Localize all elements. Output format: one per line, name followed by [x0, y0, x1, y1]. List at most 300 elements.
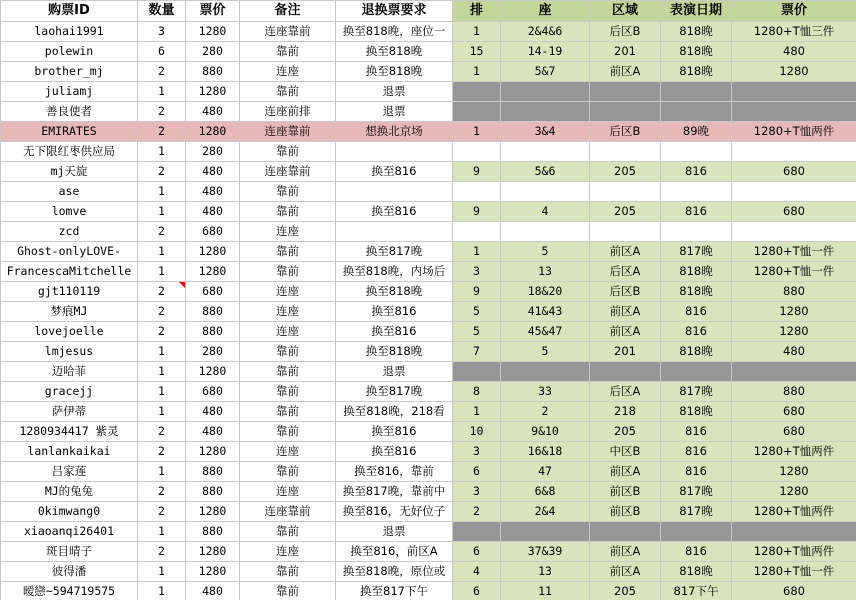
cell-note[interactable]: 连座 — [240, 442, 336, 462]
cell-note[interactable]: 连座靠前 — [240, 22, 336, 42]
cell-quantity[interactable]: 1 — [138, 202, 186, 222]
cell-ticket-price[interactable]: 1280+T恤一件 — [732, 242, 856, 262]
cell-area[interactable] — [590, 82, 661, 102]
cell-request[interactable]: 换至816，靠前 — [336, 462, 453, 482]
cell-row[interactable]: 4 — [453, 562, 501, 582]
cell-area[interactable]: 前区A — [590, 242, 661, 262]
cell-note[interactable]: 连座 — [240, 302, 336, 322]
cell-price[interactable]: 880 — [186, 62, 240, 82]
cell-request[interactable] — [336, 222, 453, 242]
cell-quantity[interactable]: 1 — [138, 342, 186, 362]
cell-row[interactable]: 9 — [453, 202, 501, 222]
cell-price[interactable]: 480 — [186, 102, 240, 122]
cell-row[interactable]: 9 — [453, 162, 501, 182]
cell-buyer-id[interactable]: MJ的兔兔 — [1, 482, 138, 502]
cell-ticket-price[interactable]: 1280 — [732, 322, 856, 342]
cell-buyer-id[interactable]: lovejoelle — [1, 322, 138, 342]
cell-ticket-price[interactable] — [732, 362, 856, 382]
cell-area[interactable]: 后区B — [590, 122, 661, 142]
cell-note[interactable]: 靠前 — [240, 142, 336, 162]
cell-ticket-price[interactable]: 680 — [732, 162, 856, 182]
cell-area[interactable]: 前区A — [590, 542, 661, 562]
cell-ticket-price[interactable]: 1280 — [732, 482, 856, 502]
cell-ticket-price[interactable] — [732, 222, 856, 242]
cell-row[interactable]: 1 — [453, 122, 501, 142]
cell-note[interactable]: 连座 — [240, 282, 336, 302]
cell-quantity[interactable]: 2 — [138, 282, 186, 302]
cell-area[interactable]: 后区A — [590, 382, 661, 402]
cell-row[interactable]: 3 — [453, 262, 501, 282]
cell-date[interactable]: 818晚 — [661, 402, 732, 422]
cell-area[interactable]: 205 — [590, 582, 661, 600]
cell-price[interactable]: 1280 — [186, 22, 240, 42]
cell-ticket-price[interactable]: 1280 — [732, 462, 856, 482]
cell-date[interactable]: 816 — [661, 542, 732, 562]
cell-buyer-id[interactable]: lmjesus — [1, 342, 138, 362]
cell-row[interactable] — [453, 102, 501, 122]
cell-date[interactable]: 818晚 — [661, 62, 732, 82]
cell-date[interactable] — [661, 362, 732, 382]
cell-request[interactable]: 想换北京场 — [336, 122, 453, 142]
cell-quantity[interactable]: 1 — [138, 182, 186, 202]
cell-buyer-id[interactable]: ase — [1, 182, 138, 202]
cell-area[interactable]: 前区A — [590, 322, 661, 342]
cell-note[interactable]: 靠前 — [240, 202, 336, 222]
cell-request[interactable]: 换至817晚 — [336, 242, 453, 262]
cell-area[interactable]: 中区B — [590, 442, 661, 462]
cell-price[interactable]: 880 — [186, 482, 240, 502]
cell-ticket-price[interactable]: 1280+T恤一件 — [732, 562, 856, 582]
cell-date[interactable]: 89晚 — [661, 122, 732, 142]
cell-quantity[interactable]: 2 — [138, 122, 186, 142]
cell-date[interactable]: 818晚 — [661, 342, 732, 362]
cell-buyer-id[interactable]: juliamj — [1, 82, 138, 102]
cell-area[interactable] — [590, 102, 661, 122]
cell-note[interactable]: 靠前 — [240, 382, 336, 402]
cell-note[interactable]: 靠前 — [240, 362, 336, 382]
cell-date[interactable]: 817晚 — [661, 242, 732, 262]
cell-request[interactable] — [336, 182, 453, 202]
cell-ticket-price[interactable]: 480 — [732, 42, 856, 62]
cell-seat[interactable]: 33 — [501, 382, 590, 402]
cell-buyer-id[interactable]: 梦痕MJ — [1, 302, 138, 322]
cell-quantity[interactable]: 1 — [138, 562, 186, 582]
cell-note[interactable]: 靠前 — [240, 262, 336, 282]
cell-row[interactable]: 1 — [453, 242, 501, 262]
cell-price[interactable]: 280 — [186, 142, 240, 162]
cell-date[interactable]: 818晚 — [661, 562, 732, 582]
cell-seat[interactable]: 9&10 — [501, 422, 590, 442]
cell-note[interactable]: 靠前 — [240, 402, 336, 422]
cell-buyer-id[interactable]: gracejj — [1, 382, 138, 402]
cell-price[interactable]: 1280 — [186, 542, 240, 562]
cell-seat[interactable]: 5&6 — [501, 162, 590, 182]
cell-row[interactable] — [453, 142, 501, 162]
cell-ticket-price[interactable]: 1280+T恤两件 — [732, 442, 856, 462]
cell-buyer-id[interactable]: 1280934417 紫灵 — [1, 422, 138, 442]
cell-ticket-price[interactable]: 880 — [732, 282, 856, 302]
cell-area[interactable]: 205 — [590, 422, 661, 442]
cell-area[interactable] — [590, 222, 661, 242]
cell-quantity[interactable]: 2 — [138, 222, 186, 242]
cell-row[interactable]: 15 — [453, 42, 501, 62]
cell-quantity[interactable]: 1 — [138, 462, 186, 482]
cell-price[interactable]: 280 — [186, 342, 240, 362]
cell-quantity[interactable]: 1 — [138, 522, 186, 542]
cell-row[interactable]: 1 — [453, 22, 501, 42]
cell-seat[interactable]: 5 — [501, 342, 590, 362]
cell-ticket-price[interactable]: 680 — [732, 202, 856, 222]
cell-row[interactable] — [453, 182, 501, 202]
cell-seat[interactable]: 45&47 — [501, 322, 590, 342]
cell-area[interactable]: 前区A — [590, 462, 661, 482]
cell-ticket-price[interactable]: 1280 — [732, 62, 856, 82]
cell-buyer-id[interactable]: EMIRATES — [1, 122, 138, 142]
cell-buyer-id[interactable]: polewin — [1, 42, 138, 62]
cell-note[interactable]: 连座 — [240, 542, 336, 562]
cell-note[interactable]: 连座 — [240, 482, 336, 502]
cell-row[interactable]: 2 — [453, 502, 501, 522]
cell-buyer-id[interactable]: lomve — [1, 202, 138, 222]
cell-date[interactable]: 817下午 — [661, 582, 732, 600]
cell-request[interactable]: 换至816，无好位子 — [336, 502, 453, 522]
cell-quantity[interactable]: 6 — [138, 42, 186, 62]
cell-quantity[interactable]: 2 — [138, 62, 186, 82]
cell-ticket-price[interactable]: 1280+T恤两件 — [732, 122, 856, 142]
cell-ticket-price[interactable] — [732, 102, 856, 122]
cell-price[interactable]: 480 — [186, 162, 240, 182]
cell-note[interactable]: 靠前 — [240, 582, 336, 600]
header-cell-quantity[interactable]: 数量 — [138, 1, 186, 22]
cell-price[interactable]: 1280 — [186, 82, 240, 102]
cell-date[interactable] — [661, 102, 732, 122]
cell-quantity[interactable]: 1 — [138, 362, 186, 382]
cell-request[interactable]: 换至818晚，218看 — [336, 402, 453, 422]
cell-row[interactable]: 7 — [453, 342, 501, 362]
cell-seat[interactable] — [501, 362, 590, 382]
cell-ticket-price[interactable]: 1280+T恤两件 — [732, 502, 856, 522]
cell-buyer-id[interactable]: Ghost-onlyLOVE- — [1, 242, 138, 262]
cell-area[interactable]: 205 — [590, 162, 661, 182]
cell-ticket-price[interactable]: 1280+T恤两件 — [732, 542, 856, 562]
cell-row[interactable] — [453, 362, 501, 382]
cell-request[interactable]: 换至818晚 — [336, 42, 453, 62]
cell-seat[interactable]: 47 — [501, 462, 590, 482]
cell-area[interactable]: 201 — [590, 42, 661, 62]
cell-note[interactable]: 靠前 — [240, 422, 336, 442]
header-cell-request[interactable]: 退换票要求 — [336, 1, 453, 22]
cell-buyer-id[interactable]: zcd — [1, 222, 138, 242]
cell-request[interactable]: 换至818晚 — [336, 62, 453, 82]
cell-quantity[interactable]: 2 — [138, 442, 186, 462]
cell-price[interactable]: 880 — [186, 522, 240, 542]
cell-date[interactable]: 816 — [661, 302, 732, 322]
cell-price[interactable]: 480 — [186, 402, 240, 422]
cell-area[interactable]: 前区A — [590, 302, 661, 322]
cell-row[interactable]: 3 — [453, 482, 501, 502]
cell-price[interactable]: 480 — [186, 182, 240, 202]
cell-request[interactable]: 换至816 — [336, 442, 453, 462]
cell-price[interactable]: 680 — [186, 282, 240, 302]
cell-quantity[interactable]: 2 — [138, 422, 186, 442]
cell-request[interactable]: 退票 — [336, 82, 453, 102]
cell-note[interactable]: 靠前 — [240, 562, 336, 582]
cell-buyer-id[interactable]: 彼得潘 — [1, 562, 138, 582]
cell-quantity[interactable]: 1 — [138, 402, 186, 422]
cell-date[interactable]: 816 — [661, 162, 732, 182]
cell-row[interactable]: 3 — [453, 442, 501, 462]
cell-date[interactable]: 818晚 — [661, 282, 732, 302]
header-cell-ticket-price[interactable]: 票价 — [732, 1, 856, 22]
cell-date[interactable]: 816 — [661, 202, 732, 222]
cell-row[interactable]: 9 — [453, 282, 501, 302]
cell-seat[interactable]: 6&8 — [501, 482, 590, 502]
cell-seat[interactable]: 5 — [501, 242, 590, 262]
cell-seat[interactable]: 16&18 — [501, 442, 590, 462]
cell-ticket-price[interactable]: 680 — [732, 402, 856, 422]
cell-request[interactable]: 换至816 — [336, 422, 453, 442]
cell-request[interactable]: 换至817下午 — [336, 582, 453, 600]
header-cell-buyer-id[interactable]: 购票ID — [1, 1, 138, 22]
cell-request[interactable]: 换至816，前区A — [336, 542, 453, 562]
cell-request[interactable]: 换至818晚 — [336, 342, 453, 362]
cell-date[interactable] — [661, 182, 732, 202]
cell-buyer-id[interactable]: laohai1991 — [1, 22, 138, 42]
header-cell-seat[interactable]: 座 — [501, 1, 590, 22]
comment-indicator-icon[interactable] — [179, 282, 185, 288]
cell-seat[interactable] — [501, 522, 590, 542]
cell-seat[interactable] — [501, 222, 590, 242]
cell-quantity[interactable]: 1 — [138, 242, 186, 262]
cell-area[interactable] — [590, 142, 661, 162]
cell-buyer-id[interactable]: gjt110119 — [1, 282, 138, 302]
cell-date[interactable]: 816 — [661, 322, 732, 342]
cell-quantity[interactable]: 1 — [138, 142, 186, 162]
cell-ticket-price[interactable] — [732, 82, 856, 102]
cell-quantity[interactable]: 1 — [138, 82, 186, 102]
cell-price[interactable]: 480 — [186, 202, 240, 222]
cell-buyer-id[interactable]: 善良使者 — [1, 102, 138, 122]
cell-seat[interactable]: 11 — [501, 582, 590, 600]
cell-note[interactable]: 靠前 — [240, 182, 336, 202]
cell-ticket-price[interactable]: 680 — [732, 422, 856, 442]
cell-price[interactable]: 680 — [186, 382, 240, 402]
cell-note[interactable]: 连座 — [240, 322, 336, 342]
cell-date[interactable]: 817晚 — [661, 502, 732, 522]
cell-quantity[interactable]: 2 — [138, 322, 186, 342]
cell-row[interactable] — [453, 222, 501, 242]
cell-note[interactable]: 连座 — [240, 62, 336, 82]
cell-quantity[interactable]: 1 — [138, 262, 186, 282]
cell-price[interactable]: 280 — [186, 42, 240, 62]
cell-date[interactable]: 817晚 — [661, 482, 732, 502]
cell-request[interactable]: 换至816 — [336, 202, 453, 222]
cell-row[interactable]: 5 — [453, 322, 501, 342]
cell-note[interactable]: 靠前 — [240, 522, 336, 542]
cell-quantity[interactable]: 1 — [138, 582, 186, 600]
cell-price[interactable]: 1280 — [186, 442, 240, 462]
cell-date[interactable] — [661, 222, 732, 242]
cell-buyer-id[interactable]: 迈哈菲 — [1, 362, 138, 382]
cell-buyer-id[interactable]: brother_mj — [1, 62, 138, 82]
cell-area[interactable]: 前区B — [590, 502, 661, 522]
cell-date[interactable]: 816 — [661, 442, 732, 462]
cell-request[interactable]: 换至816 — [336, 162, 453, 182]
cell-price[interactable]: 1280 — [186, 122, 240, 142]
cell-seat[interactable]: 4 — [501, 202, 590, 222]
cell-quantity[interactable]: 2 — [138, 502, 186, 522]
cell-area[interactable] — [590, 182, 661, 202]
cell-note[interactable]: 靠前 — [240, 242, 336, 262]
cell-request[interactable]: 换至817晚，靠前中 — [336, 482, 453, 502]
header-cell-row[interactable]: 排 — [453, 1, 501, 22]
cell-row[interactable]: 10 — [453, 422, 501, 442]
cell-price[interactable]: 1280 — [186, 562, 240, 582]
header-cell-note[interactable]: 备注 — [240, 1, 336, 22]
cell-buyer-id[interactable]: xiaoanqi26401 — [1, 522, 138, 542]
cell-price[interactable]: 1280 — [186, 362, 240, 382]
cell-date[interactable]: 818晚 — [661, 42, 732, 62]
cell-row[interactable] — [453, 522, 501, 542]
cell-seat[interactable]: 37&39 — [501, 542, 590, 562]
cell-request[interactable] — [336, 142, 453, 162]
cell-area[interactable]: 前区A — [590, 562, 661, 582]
cell-seat[interactable]: 13 — [501, 262, 590, 282]
cell-seat[interactable]: 3&4 — [501, 122, 590, 142]
cell-quantity[interactable]: 2 — [138, 482, 186, 502]
cell-date[interactable]: 816 — [661, 462, 732, 482]
cell-request[interactable]: 换至816 — [336, 322, 453, 342]
cell-seat[interactable]: 13 — [501, 562, 590, 582]
cell-ticket-price[interactable] — [732, 182, 856, 202]
cell-quantity[interactable]: 2 — [138, 302, 186, 322]
cell-date[interactable]: 818晚 — [661, 22, 732, 42]
cell-ticket-price[interactable] — [732, 522, 856, 542]
cell-date[interactable] — [661, 522, 732, 542]
cell-buyer-id[interactable]: 无下限红枣供应局 — [1, 142, 138, 162]
cell-row[interactable]: 8 — [453, 382, 501, 402]
cell-buyer-id[interactable]: mj天旋 — [1, 162, 138, 182]
cell-note[interactable]: 连座靠前 — [240, 502, 336, 522]
cell-ticket-price[interactable]: 680 — [732, 582, 856, 600]
header-cell-area[interactable]: 区域 — [590, 1, 661, 22]
cell-request[interactable]: 换至816 — [336, 302, 453, 322]
cell-note[interactable]: 连座靠前 — [240, 162, 336, 182]
cell-row[interactable]: 6 — [453, 582, 501, 600]
header-cell-date[interactable]: 表演日期 — [661, 1, 732, 22]
cell-buyer-id[interactable]: 斑目晴子 — [1, 542, 138, 562]
cell-seat[interactable]: 41&43 — [501, 302, 590, 322]
cell-note[interactable]: 靠前 — [240, 462, 336, 482]
cell-price[interactable]: 880 — [186, 302, 240, 322]
cell-seat[interactable]: 2 — [501, 402, 590, 422]
cell-price[interactable]: 480 — [186, 582, 240, 600]
cell-price[interactable]: 680 — [186, 222, 240, 242]
cell-ticket-price[interactable]: 1280+T恤三件 — [732, 22, 856, 42]
cell-row[interactable]: 6 — [453, 462, 501, 482]
cell-buyer-id[interactable]: 萨伊蒂 — [1, 402, 138, 422]
cell-request[interactable]: 换至817晚 — [336, 382, 453, 402]
cell-price[interactable]: 880 — [186, 462, 240, 482]
cell-row[interactable]: 1 — [453, 62, 501, 82]
cell-row[interactable]: 6 — [453, 542, 501, 562]
cell-ticket-price[interactable]: 1280 — [732, 302, 856, 322]
cell-seat[interactable]: 18&20 — [501, 282, 590, 302]
cell-request[interactable]: 换至818晚，座位一 — [336, 22, 453, 42]
cell-seat[interactable]: 2&4&6 — [501, 22, 590, 42]
cell-area[interactable]: 后区B — [590, 22, 661, 42]
cell-ticket-price[interactable]: 880 — [732, 382, 856, 402]
cell-seat[interactable] — [501, 142, 590, 162]
cell-quantity[interactable]: 3 — [138, 22, 186, 42]
cell-seat[interactable] — [501, 102, 590, 122]
cell-seat[interactable]: 5&7 — [501, 62, 590, 82]
cell-row[interactable]: 5 — [453, 302, 501, 322]
cell-buyer-id[interactable]: FrancescaMitchelle — [1, 262, 138, 282]
cell-note[interactable]: 连座靠前 — [240, 122, 336, 142]
cell-seat[interactable] — [501, 182, 590, 202]
cell-area[interactable] — [590, 522, 661, 542]
cell-date[interactable]: 818晚 — [661, 262, 732, 282]
cell-quantity[interactable]: 2 — [138, 102, 186, 122]
cell-price[interactable]: 1280 — [186, 262, 240, 282]
cell-seat[interactable] — [501, 82, 590, 102]
cell-area[interactable]: 201 — [590, 342, 661, 362]
cell-date[interactable]: 817晚 — [661, 382, 732, 402]
cell-ticket-price[interactable]: 1280+T恤一件 — [732, 262, 856, 282]
cell-request[interactable]: 换至818晚 — [336, 282, 453, 302]
cell-price[interactable]: 1280 — [186, 242, 240, 262]
cell-request[interactable]: 退票 — [336, 522, 453, 542]
cell-date[interactable] — [661, 142, 732, 162]
cell-date[interactable]: 816 — [661, 422, 732, 442]
cell-ticket-price[interactable] — [732, 142, 856, 162]
cell-request[interactable]: 换至818晚，内场后 — [336, 262, 453, 282]
cell-quantity[interactable]: 2 — [138, 542, 186, 562]
cell-buyer-id[interactable]: 0kimwang0 — [1, 502, 138, 522]
cell-note[interactable]: 连座前排 — [240, 102, 336, 122]
cell-ticket-price[interactable]: 480 — [732, 342, 856, 362]
cell-note[interactable]: 靠前 — [240, 82, 336, 102]
cell-quantity[interactable]: 2 — [138, 162, 186, 182]
cell-note[interactable]: 靠前 — [240, 42, 336, 62]
cell-price[interactable]: 480 — [186, 422, 240, 442]
cell-buyer-id[interactable]: lanlankaikai — [1, 442, 138, 462]
cell-seat[interactable]: 14-19 — [501, 42, 590, 62]
cell-price[interactable]: 880 — [186, 322, 240, 342]
cell-area[interactable]: 205 — [590, 202, 661, 222]
cell-note[interactable]: 靠前 — [240, 342, 336, 362]
cell-row[interactable] — [453, 82, 501, 102]
cell-buyer-id[interactable]: 暧戀~594719575 — [1, 582, 138, 600]
header-cell-price[interactable]: 票价 — [186, 1, 240, 22]
cell-seat[interactable]: 2&4 — [501, 502, 590, 522]
cell-request[interactable]: 退票 — [336, 362, 453, 382]
cell-request[interactable]: 退票 — [336, 102, 453, 122]
cell-price[interactable]: 1280 — [186, 502, 240, 522]
cell-quantity[interactable]: 1 — [138, 382, 186, 402]
cell-date[interactable] — [661, 82, 732, 102]
cell-note[interactable]: 连座 — [240, 222, 336, 242]
cell-area[interactable]: 后区B — [590, 282, 661, 302]
cell-buyer-id[interactable]: 吕家莲 — [1, 462, 138, 482]
cell-area[interactable] — [590, 362, 661, 382]
cell-area[interactable]: 前区A — [590, 62, 661, 82]
cell-row[interactable]: 1 — [453, 402, 501, 422]
cell-area[interactable]: 后区A — [590, 262, 661, 282]
cell-area[interactable]: 前区B — [590, 482, 661, 502]
cell-request[interactable]: 换至818晚，原位或 — [336, 562, 453, 582]
